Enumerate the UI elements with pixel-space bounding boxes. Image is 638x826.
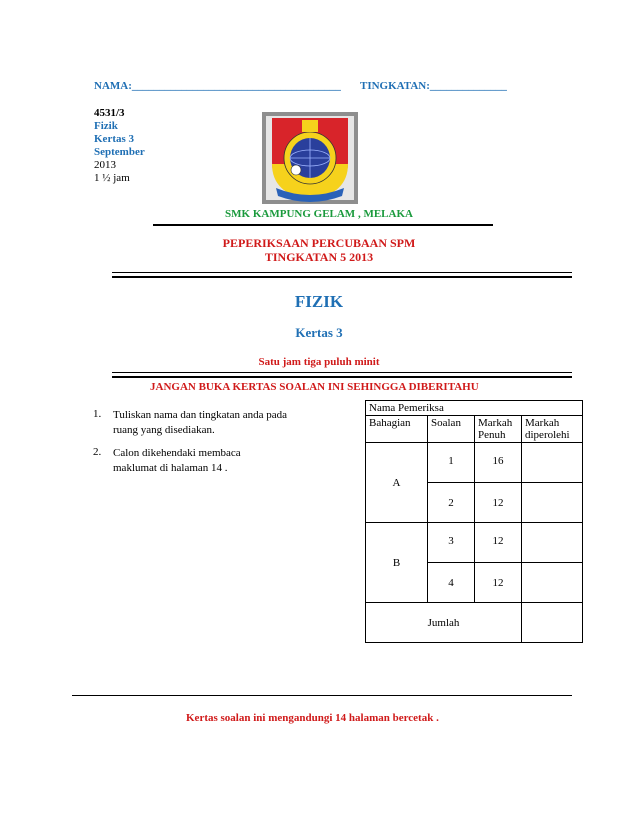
marks-table	[365, 400, 583, 643]
section-b-cell: B	[366, 523, 428, 603]
header-marks-obtained: Markah diperolehi	[522, 416, 583, 443]
instruction-item	[93, 446, 273, 476]
full-marks-cell: 12	[475, 523, 522, 563]
marks-obtained-cell[interactable]	[522, 443, 583, 483]
school-crest-icon	[262, 112, 358, 204]
instruction-number: 1.	[93, 408, 102, 420]
footer-divider	[72, 695, 572, 696]
full-marks-cell: 12	[475, 563, 522, 603]
school-logo	[262, 112, 358, 209]
school-name: SMK KAMPUNG GELAM , MELAKA	[225, 208, 413, 220]
time-allowed: Satu jam tiga puluh minit	[258, 356, 380, 368]
question-cell: 2	[428, 483, 475, 523]
examiner-label: Nama Pemeriksa	[366, 401, 583, 416]
exam-divider	[112, 272, 572, 278]
instruction-text: Tuliskan nama dan tingkatan anda pada ruang yang disediakan.	[113, 409, 288, 436]
paper-subject: Fizik	[94, 120, 118, 132]
name-field-label: NAMA:______________________________________	[94, 80, 341, 92]
instruction-item	[93, 408, 293, 438]
footer-note: Kertas soalan ini mengandungi 14 halaman bercetak .	[186, 712, 439, 724]
section-a-cell: A	[366, 443, 428, 523]
total-marks-cell[interactable]	[522, 603, 583, 643]
school-divider	[153, 224, 493, 226]
header-question: Soalan	[428, 416, 475, 443]
time-divider	[112, 372, 572, 378]
paper-number: Kertas 3	[94, 133, 135, 145]
paper-duration: 1 ½ jam	[94, 172, 130, 184]
header-full-marks: Markah Penuh	[475, 416, 522, 443]
paper-year: 2013	[94, 159, 116, 171]
marks-obtained-cell[interactable]	[522, 483, 583, 523]
paper-code: 4531/3	[94, 107, 125, 119]
paper-info	[94, 107, 145, 185]
total-label: Jumlah	[366, 603, 522, 643]
question-cell: 1	[428, 443, 475, 483]
exam-title-line2: TINGKATAN 5 2013	[264, 250, 374, 264]
full-marks-cell: 16	[475, 443, 522, 483]
marks-obtained-cell[interactable]	[522, 523, 583, 563]
subject-title: FIZIK	[294, 292, 344, 311]
full-marks-cell: 12	[475, 483, 522, 523]
paper-month: September	[94, 146, 145, 158]
exam-title	[0, 236, 638, 264]
paper-title: Kertas 3	[295, 325, 343, 340]
warning-text: JANGAN BUKA KERTAS SOALAN INI SEHINGGA DIBERITAHU	[150, 381, 479, 393]
form-field-label: TINGKATAN:______________	[360, 80, 507, 92]
instruction-text: Calon dikehendaki membaca maklumat di halaman 14 .	[113, 447, 241, 474]
exam-title-line1: PEPERIKSAAN PERCUBAAN SPM	[222, 236, 416, 250]
question-cell: 3	[428, 523, 475, 563]
question-cell: 4	[428, 563, 475, 603]
instruction-number: 2.	[93, 446, 102, 458]
header-section: Bahagian	[366, 416, 428, 443]
marks-obtained-cell[interactable]	[522, 563, 583, 603]
